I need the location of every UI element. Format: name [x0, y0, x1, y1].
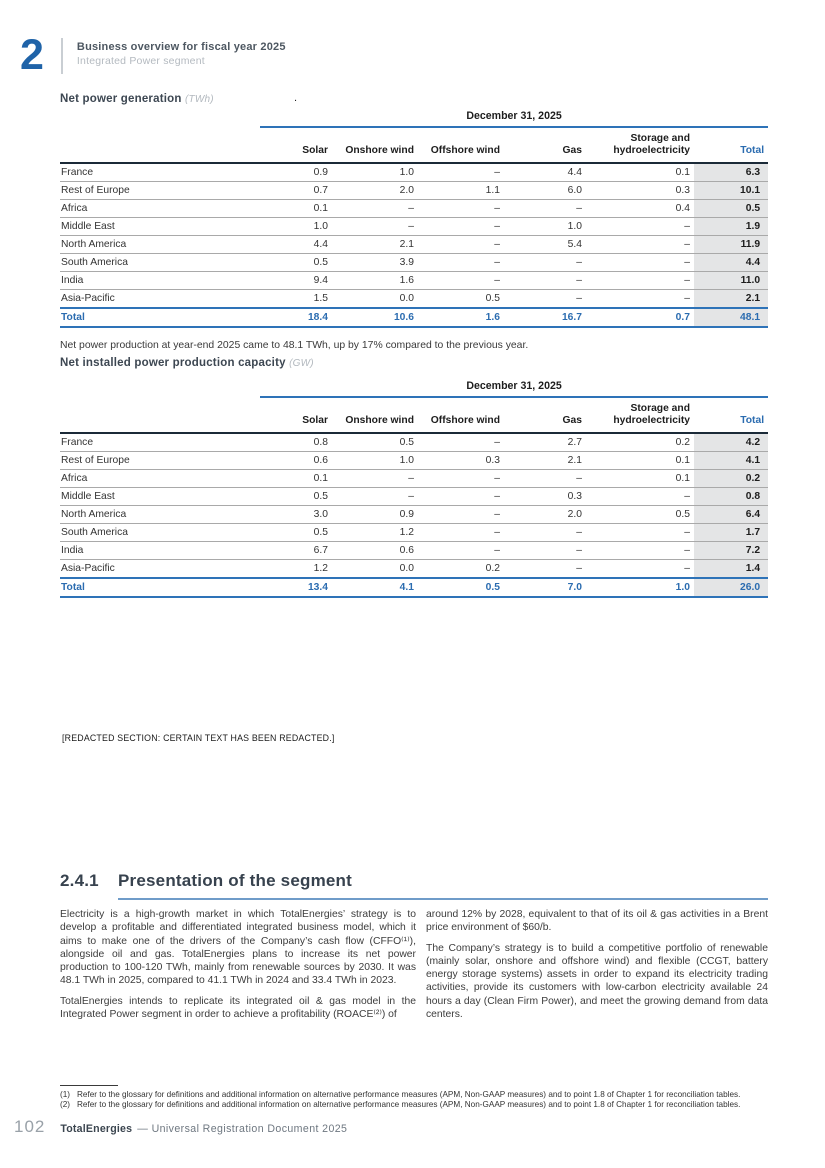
cell: – — [418, 488, 504, 506]
footer-doc-title: — Universal Registration Document 2025 — [137, 1123, 348, 1135]
cell: 4.1 — [332, 578, 418, 597]
cell: 1.0 — [260, 218, 332, 236]
cell: 0.1 — [586, 470, 694, 488]
cell: 48.1 — [694, 308, 768, 327]
row-label: South America — [60, 524, 260, 542]
cell: 4.4 — [504, 163, 586, 182]
page-number: 102 — [14, 1117, 46, 1136]
redacted-notice: [REDACTED SECTION: CERTAIN TEXT HAS BEEN REDACTED.] — [62, 733, 335, 743]
cell: 0.4 — [586, 200, 694, 218]
cell: 0.3 — [418, 452, 504, 470]
footnote-text: Refer to the glossary for definitions and additional information on alternative performance measures (APM, Non-GAAP measures) and to point 1.8 of Chapter 1 for reconciliation tables. — [77, 1100, 741, 1110]
cell: 0.5 — [418, 290, 504, 309]
table-row — [60, 254, 768, 272]
column-header: Total — [694, 397, 768, 433]
text-column-right — [426, 908, 768, 1028]
cell: 1.0 — [504, 218, 586, 236]
row-label: Rest of Europe — [60, 452, 260, 470]
cell: 0.5 — [586, 506, 694, 524]
cell: 11.0 — [694, 272, 768, 290]
cell: 13.4 — [260, 578, 332, 597]
cell: 18.4 — [260, 308, 332, 327]
cell: 0.1 — [260, 470, 332, 488]
section-body — [60, 908, 768, 1028]
table-title-text: Net power generation — [60, 93, 182, 105]
cell: – — [586, 272, 694, 290]
cell: 1.6 — [332, 272, 418, 290]
row-label: Asia-Pacific — [60, 290, 260, 309]
row-label-header — [60, 397, 260, 433]
cell: 1.0 — [586, 578, 694, 597]
cell: 7.0 — [504, 578, 586, 597]
cell: 11.9 — [694, 236, 768, 254]
cell: – — [418, 433, 504, 452]
cell: – — [332, 470, 418, 488]
cell: 4.4 — [260, 236, 332, 254]
cell: 10.6 — [332, 308, 418, 327]
table-row — [60, 236, 768, 254]
net-power-generation-table — [60, 110, 768, 328]
table-title-generation — [60, 93, 214, 105]
cell: – — [332, 488, 418, 506]
cell: 0.5 — [332, 433, 418, 452]
cell: 0.5 — [260, 488, 332, 506]
cell: – — [418, 218, 504, 236]
cell: – — [504, 524, 586, 542]
chapter-subtitle: Integrated Power segment — [76, 55, 205, 67]
cell: 6.3 — [694, 163, 768, 182]
cell: – — [504, 290, 586, 309]
column-header: Offshore wind — [418, 127, 504, 163]
table-row — [60, 452, 768, 470]
cell: 9.4 — [260, 272, 332, 290]
cell: – — [332, 218, 418, 236]
cell: – — [418, 254, 504, 272]
cell: 0.5 — [418, 578, 504, 597]
cell: 2.1 — [694, 290, 768, 309]
cell: – — [586, 218, 694, 236]
column-header: Offshore wind — [418, 397, 504, 433]
cell: – — [418, 542, 504, 560]
cell: 6.7 — [260, 542, 332, 560]
section-number: 2.4.1 — [60, 871, 99, 890]
cell: – — [418, 470, 504, 488]
row-label-header — [60, 127, 260, 163]
column-header: Storage and hydroelectricity — [586, 127, 694, 163]
paragraph: Electricity is a high-growth market in which TotalEnergies’ strategy is to develop a profitable and differentiated integrated business model, which it aims to make one of the drivers of the Company’s cash flow (CFFO⁽¹⁾), alongside oil and gas. TotalEnergies plans to increase its net power production to 100-120 TWh, mainly from renewable sources by 2030. It was 48.1 TWh in 2025, compared to 41.1 TWh in 2024 and 33.4 TWh in 2023. — [60, 909, 416, 987]
cell: 1.2 — [332, 524, 418, 542]
table-row — [60, 488, 768, 506]
cell: 3.9 — [332, 254, 418, 272]
period-header: December 31, 2025 — [260, 380, 768, 397]
section-heading — [60, 871, 768, 900]
cell: 0.3 — [504, 488, 586, 506]
cell: – — [504, 470, 586, 488]
cell: 0.7 — [586, 308, 694, 327]
footnote-marker: (2) — [60, 1100, 71, 1110]
cell: – — [586, 254, 694, 272]
footnote — [60, 1100, 774, 1110]
cell: – — [418, 236, 504, 254]
cell: 0.2 — [418, 560, 504, 579]
cell: 0.2 — [586, 433, 694, 452]
cell: 2.0 — [332, 182, 418, 200]
row-label: India — [60, 542, 260, 560]
row-label: Africa — [60, 470, 260, 488]
footnote-rule — [60, 1085, 118, 1086]
cell: – — [332, 200, 418, 218]
table-row — [60, 163, 768, 182]
cell: 0.6 — [260, 452, 332, 470]
cell: – — [586, 524, 694, 542]
cell: 1.9 — [694, 218, 768, 236]
row-label: Total — [60, 578, 260, 597]
table-row — [60, 433, 768, 452]
column-header-row — [60, 127, 768, 163]
table-row — [60, 182, 768, 200]
cell: 2.1 — [332, 236, 418, 254]
cell: 1.1 — [418, 182, 504, 200]
footer-brand: TotalEnergies — [60, 1123, 133, 1135]
row-label: Middle East — [60, 488, 260, 506]
cell: 1.2 — [260, 560, 332, 579]
cell: 7.2 — [694, 542, 768, 560]
cell: 2.7 — [504, 433, 586, 452]
paragraph: The Company’s strategy is to build a competitive portfolio of renewable (mainly solar, onshore and offshore wind) and flexible (CCGT, battery energy storage systems) assets in order to expand its electricity trading activities, provide its customers with low-carbon electricity available 24 hours a day (Clean Firm Power), and meet the growing demand from data centers. — [426, 942, 768, 1021]
cell: – — [504, 272, 586, 290]
chapter-title: Business overview for fiscal year 2025 — [76, 41, 286, 53]
cell: 0.0 — [332, 290, 418, 309]
period-header: December 31, 2025 — [260, 110, 768, 127]
table-row — [60, 506, 768, 524]
row-label: Total — [60, 308, 260, 327]
cell: 0.1 — [586, 163, 694, 182]
cell: 0.5 — [694, 200, 768, 218]
row-label: France — [60, 163, 260, 182]
column-header: Onshore wind — [332, 127, 418, 163]
row-label: Middle East — [60, 218, 260, 236]
cell: – — [418, 506, 504, 524]
table-row — [60, 200, 768, 218]
cell: – — [504, 560, 586, 579]
row-label: Africa — [60, 200, 260, 218]
row-label: Rest of Europe — [60, 182, 260, 200]
column-header: Solar — [260, 397, 332, 433]
row-label: India — [60, 272, 260, 290]
table-row — [60, 470, 768, 488]
cell: 0.5 — [260, 524, 332, 542]
spacer-cell — [60, 110, 260, 127]
vertical-divider — [61, 38, 63, 74]
cell: 1.0 — [332, 163, 418, 182]
table-row — [60, 524, 768, 542]
footnote — [60, 1090, 774, 1100]
cell: 0.0 — [332, 560, 418, 579]
cell: – — [586, 488, 694, 506]
row-label: North America — [60, 236, 260, 254]
cell: 0.8 — [694, 488, 768, 506]
cell: – — [418, 272, 504, 290]
cell: 2.0 — [504, 506, 586, 524]
chapter-header — [20, 31, 286, 79]
period-row — [60, 110, 768, 127]
column-header: Total — [694, 127, 768, 163]
cell: 0.2 — [694, 470, 768, 488]
cell: 0.6 — [332, 542, 418, 560]
cell: 6.0 — [504, 182, 586, 200]
table-row — [60, 218, 768, 236]
column-header: Onshore wind — [332, 397, 418, 433]
cell: 4.1 — [694, 452, 768, 470]
cell: 0.7 — [260, 182, 332, 200]
cell: 4.2 — [694, 433, 768, 452]
cell: 10.1 — [694, 182, 768, 200]
column-header: Gas — [504, 127, 586, 163]
dot-artifact: . — [294, 92, 298, 104]
row-label: North America — [60, 506, 260, 524]
table-unit: (GW) — [289, 358, 314, 369]
cell: 0.3 — [586, 182, 694, 200]
cell: 1.4 — [694, 560, 768, 579]
cell: – — [504, 542, 586, 560]
text-column-left — [60, 908, 416, 1028]
cell: 0.8 — [260, 433, 332, 452]
column-header-row — [60, 397, 768, 433]
generation-note: Net power production at year-end 2025 came to 48.1 TWh, up by 17% compared to the previous year. — [60, 340, 529, 351]
table-row — [60, 542, 768, 560]
table-row — [60, 272, 768, 290]
cell: 1.0 — [332, 452, 418, 470]
cell: – — [418, 524, 504, 542]
chapter-number: 2 — [20, 31, 44, 79]
spacer-cell — [60, 380, 260, 397]
footnotes — [60, 1090, 774, 1110]
section-title: Presentation of the segment — [118, 871, 768, 900]
cell: 0.9 — [260, 163, 332, 182]
column-header: Solar — [260, 127, 332, 163]
cell: 4.4 — [694, 254, 768, 272]
column-header: Gas — [504, 397, 586, 433]
row-label: South America — [60, 254, 260, 272]
cell: 0.9 — [332, 506, 418, 524]
paragraph: TotalEnergies intends to replicate its integrated oil & gas model in the Integrated Power segment in order to achieve a profitability (ROACE⁽²⁾) of — [60, 995, 416, 1021]
cell: – — [586, 290, 694, 309]
cell: – — [504, 254, 586, 272]
table-title-text: Net installed power production capacity — [60, 357, 286, 369]
table-row — [60, 308, 768, 327]
cell: 1.6 — [418, 308, 504, 327]
cell: 26.0 — [694, 578, 768, 597]
chapter-titles — [77, 36, 286, 67]
footnote-text: Refer to the glossary for definitions and additional information on alternative performance measures (APM, Non-GAAP measures) and to point 1.8 of Chapter 1 for reconciliation tables. — [77, 1090, 741, 1099]
cell: 6.4 — [694, 506, 768, 524]
row-label: France — [60, 433, 260, 452]
cell: 16.7 — [504, 308, 586, 327]
table-unit: (TWh) — [184, 94, 214, 105]
cell: 0.5 — [260, 254, 332, 272]
table-row — [60, 578, 768, 597]
footnote-marker: (1) — [60, 1090, 71, 1099]
table-title-capacity — [60, 357, 314, 369]
column-header: Storage and hydroelectricity — [586, 397, 694, 433]
cell: – — [418, 163, 504, 182]
paragraph: around 12% by 2028, equivalent to that of its oil & gas activities in a Brent price environment of $60/b. — [426, 909, 768, 934]
cell: 1.7 — [694, 524, 768, 542]
cell: – — [586, 560, 694, 579]
cell: – — [586, 542, 694, 560]
cell: 0.1 — [260, 200, 332, 218]
cell: 1.5 — [260, 290, 332, 309]
net-installed-capacity-table — [60, 380, 768, 598]
cell: 3.0 — [260, 506, 332, 524]
cell: – — [504, 200, 586, 218]
table-row — [60, 560, 768, 579]
row-label: Asia-Pacific — [60, 560, 260, 579]
cell: 5.4 — [504, 236, 586, 254]
cell: – — [586, 236, 694, 254]
cell: 2.1 — [504, 452, 586, 470]
cell: 0.1 — [586, 452, 694, 470]
page-footer — [14, 1117, 347, 1137]
cell: – — [418, 200, 504, 218]
table-row — [60, 290, 768, 309]
period-row — [60, 380, 768, 397]
